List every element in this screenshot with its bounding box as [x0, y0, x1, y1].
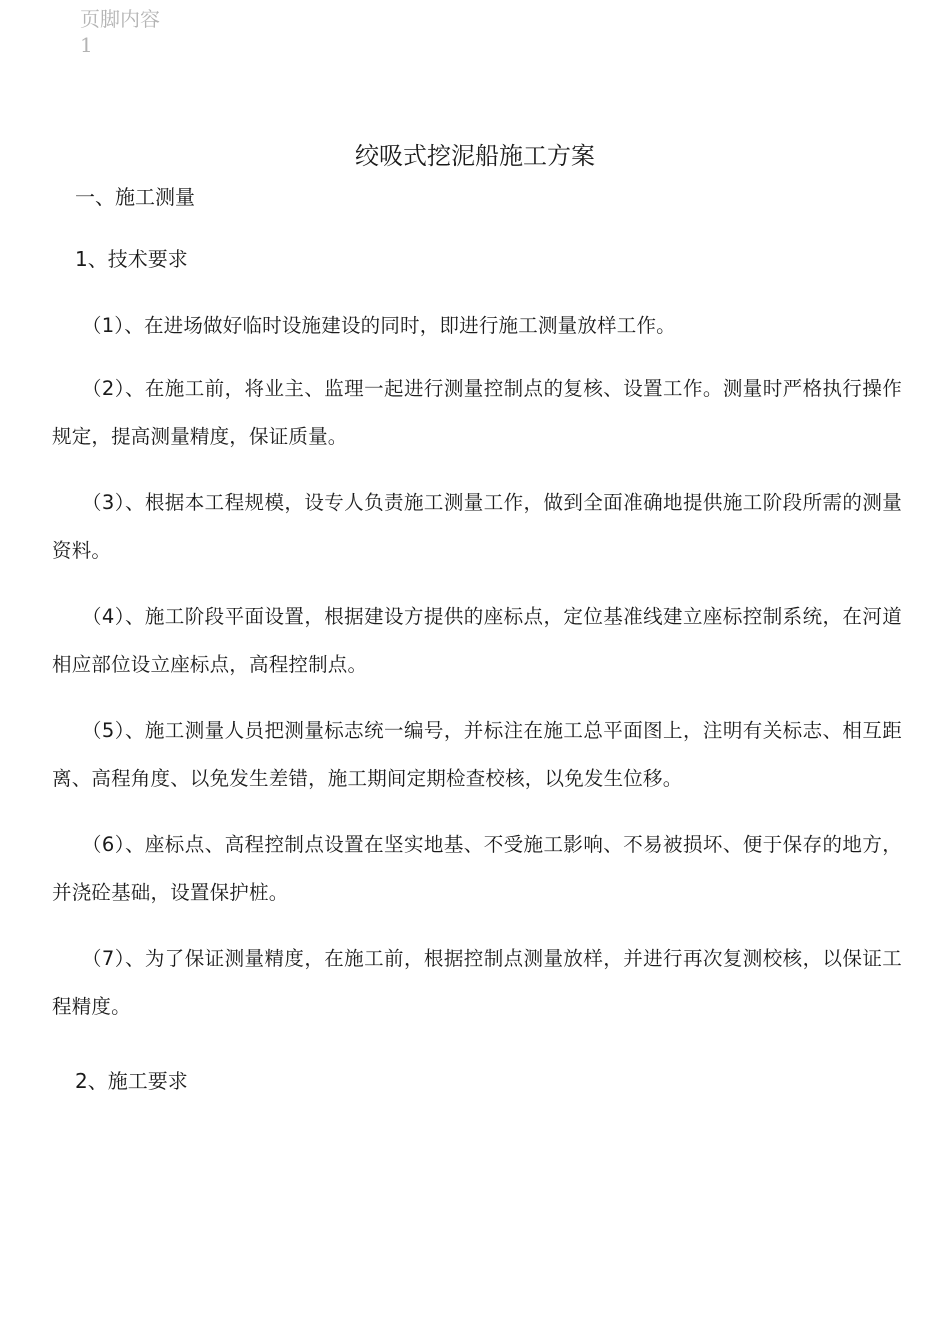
paragraph-item-7: （7）、为了保证测量精度，在施工前，根据控制点测量放样，并进行再次复测校核，以保证工程精度。 — [52, 947, 902, 1018]
paragraph-item-4: （4）、施工阶段平面设置，根据建设方提供的座标点，定位基准线建立座标控制系统，在河道相应部位设立座标点，高程控制点。 — [52, 605, 902, 676]
footer-note: 页脚内容1 — [80, 7, 160, 57]
section-heading-survey: 一、施工测量 — [75, 185, 195, 209]
paragraph-item-2: （2）、在施工前，将业主、监理一起进行测量控制点的复核、设置工作。测量时严格执行操作规定，提高测量精度，保证质量。 — [52, 377, 902, 448]
paragraph-item-6: （6）、座标点、高程控制点设置在坚实地基、不受施工影响、不易被损坏、便于保存的地方，并浇砼基础，设置保护桩。 — [52, 833, 902, 904]
paragraph-item-5: （5）、施工测量人员把测量标志统一编号，并标注在施工总平面图上，注明有关标志、相互距离、高程角度、以免发生差错，施工期间定期检查校核，以免发生位移。 — [52, 719, 902, 790]
document-title: 绞吸式挖泥船施工方案 — [355, 142, 595, 170]
subsection-heading-construction-requirements: 2、施工要求 — [75, 1069, 188, 1093]
paragraph-item-1: （1）、在进场做好临时设施建设的同时，即进行施工测量放样工作。 — [82, 314, 676, 337]
paragraph-item-3: （3）、根据本工程规模，设专人负责施工测量工作，做到全面准确地提供施工阶段所需的测量资料。 — [52, 491, 902, 562]
subsection-heading-technical-requirements: 1、技术要求 — [75, 247, 188, 271]
